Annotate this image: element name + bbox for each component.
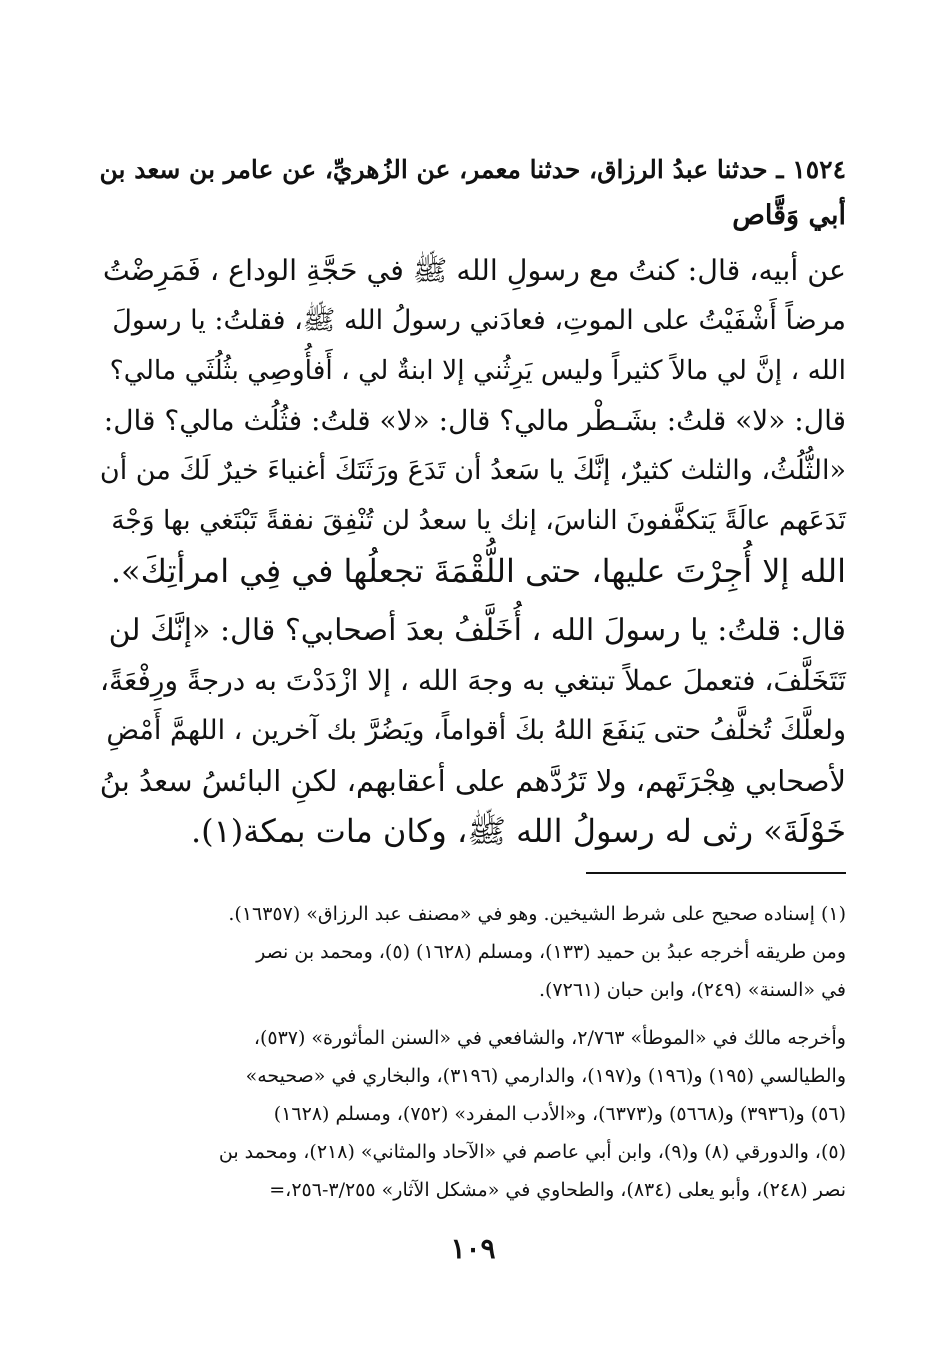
hadith-chain-line-1: ١٥٢٤ ـ حدثنا عبدُ الرزاق، حدثنا معمر، عن الزُهريِّ، عن عامر بن سعد بن <box>99 155 846 184</box>
hadith-text-line: تَدَعَهم عالَةً يَتكفَّفونَ الناسَ، إنك يا سعدُ لن تُنْفِقَ نفقةً تَبْتَغي بها وَجْهَ <box>111 505 846 536</box>
hadith-text-line: لأصحابي هِجْرَتَهم، ولا تَرُدَّهم على أعقابهم، لكنِ البائسُ سعدُ بنُ <box>99 764 846 798</box>
hadith-text-line: «الثُّلُثُ، والثلث كثيرٌ، إنَّكَ يا سَعدُ أن تَدَعَ ورَثَتَكَ أغنياءَ خيرٌ لَكَ من أن <box>99 455 846 486</box>
footnote-divider <box>586 872 846 874</box>
hadith-text-line: مرضاً أَشْفَيْتُ على الموتِ، فعادَني رسولُ الله ﷺ، فقلتُ: يا رسولَ <box>112 305 846 336</box>
footnote-line: (١) إسناده صحيح على شرط الشيخين. وهو في «مصنف عبد الرزاق» (١٦٣٥٧). <box>228 903 846 925</box>
footnote-line: وأخرجه مالك في «الموطأ» ٢/٧٦٣، والشافعي في «السنن المأثورة» (٥٣٧)، <box>253 1027 846 1049</box>
hadith-text-line: الله ، إنَّ لي مالاً كثيراً وليس يَرِثُني إلا ابنةٌ لي ، أَفأُوصِي بثُلُثَي مالي؟ <box>109 355 846 386</box>
page-number: ١٠٩ <box>450 1232 496 1265</box>
hadith-text-line: عن أبيه، قال: كنتُ مع رسولِ الله ﷺ في حَجَّةِ الوداع ، فَمَرِضْتُ <box>102 254 846 287</box>
footnote-line: في «السنة» (٢٤٩)، وابن حبان (٧٢٦١). <box>538 979 846 1001</box>
footnote-line: (٥٦) و(٣٩٣٦) و(٥٦٦٨) و(٦٣٧٣)، و«الأدب المفرد» (٧٥٢)، ومسلم (١٦٢٨) <box>273 1103 846 1125</box>
footnote-line: (٥)، والدورقي (٨) و(٩)، وابن أبي عاصم في «الآحاد والمثاني» (٢١٨)، ومحمد بن <box>218 1141 846 1163</box>
hadith-chain-line-2: أبي وَقَّاص <box>732 200 846 231</box>
hadith-text-line: ولعلَّكَ تُخلَّفُ حتى يَنفَعَ اللهُ بكَ أقواماً، ويَضُرَّ بك آخرين ، اللهمَّ أَمْضِ <box>106 715 846 746</box>
footnote-line: ومن طريقه أخرجه عبدُ بن حميد (١٣٣)، ومسلم (١٦٢٨) (٥)، ومحمد بن نصر <box>256 941 846 963</box>
hadith-text-line: الله إلا أُجِرْتَ عليها، حتى اللُّقْمَةَ تجعلُها في فِي امرأتِكَ». <box>110 552 846 590</box>
footnote-line: نصر (٢٤٨)، وأبو يعلى (٨٣٤)، والطحاوي في «مشكل الآثار» ٣/٢٥٥-٢٥٦،= <box>269 1179 846 1201</box>
hadith-text-line: قال: «لا» قلتُ: بشَـطْر مالي؟ قال: «لا» قلتُ: فثُلُث مالي؟ قال: <box>103 404 846 437</box>
hadith-text-line: خَوْلَةَ» رثى له رسولُ الله ﷺ، وكان مات بمكة(١). <box>190 812 846 850</box>
hadith-text-line: تَتَخَلَّفَ، فتعملَ عملاً تبتغي به وجهَ الله ، إلا ازْدَدْتَ به درجةً ورِفْعَةً، <box>99 664 846 697</box>
hadith-text-line: قال: قلتُ: يا رسولَ الله ، أُخَلَّفُ بعدَ أصحابي؟ قال: «إنَّكَ لن <box>108 613 846 648</box>
footnote-line: والطيالسي (١٩٥) و(١٩٦) و(١٩٧)، والدارمي (٣١٩٦)، والبخاري في «صحيحه» <box>245 1065 846 1087</box>
